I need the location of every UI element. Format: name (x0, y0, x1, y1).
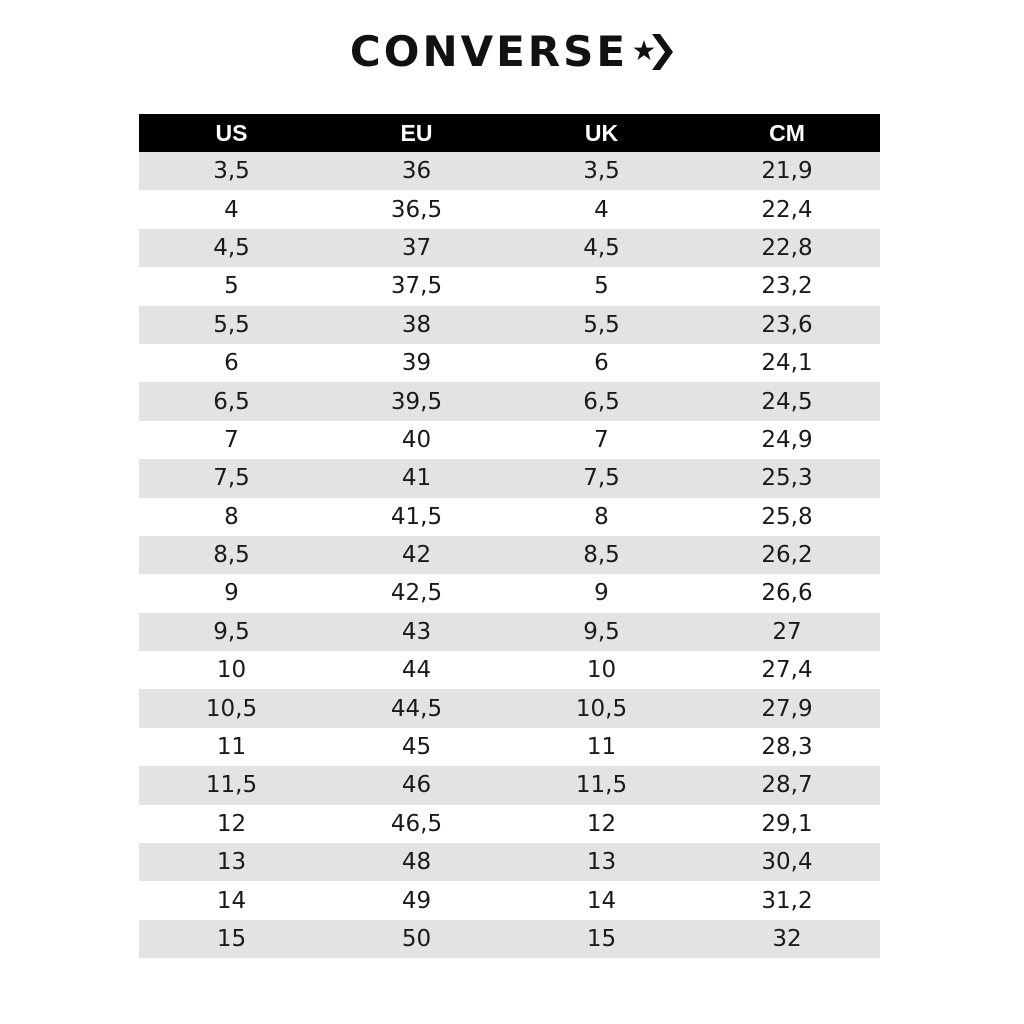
cell-cm: 27,4 (761, 657, 813, 684)
table-row (139, 843, 880, 881)
cell-eu: 42,5 (390, 580, 443, 607)
cell-uk: 6 (594, 350, 609, 377)
size-chart-body (139, 152, 880, 958)
cell-eu: 36 (324, 152, 509, 190)
cell-eu: 36,5 (390, 196, 443, 223)
cell-eu: 44 (401, 657, 432, 684)
table-row (139, 651, 880, 689)
cell-cm: 31,2 (761, 887, 813, 914)
cell-eu: 50 (324, 920, 509, 958)
cell-us: 11 (216, 734, 247, 761)
cell-uk: 4 (594, 196, 609, 223)
cell-uk: 5 (594, 273, 609, 300)
cell-uk: 8 (594, 503, 609, 530)
cell-us: 9 (224, 580, 239, 607)
cell-cm: 30,4 (694, 843, 880, 881)
cell-us: 7 (224, 426, 239, 453)
column-header-us: US (139, 114, 324, 152)
cell-cm: 24,9 (761, 426, 813, 453)
cell-uk: 4,5 (509, 229, 694, 267)
table-row (139, 805, 880, 843)
cell-cm: 25,8 (761, 503, 813, 530)
cell-uk: 10,5 (509, 689, 694, 727)
cell-eu: 39,5 (324, 382, 509, 420)
cell-us: 4 (224, 196, 239, 223)
cell-cm: 26,6 (761, 580, 813, 607)
cell-cm: 32 (694, 920, 880, 958)
column-header-eu: EU (324, 114, 509, 152)
cell-us: 10 (216, 657, 247, 684)
table-row (139, 613, 880, 651)
table-row (139, 344, 880, 382)
cell-eu: 48 (324, 843, 509, 881)
cell-us: 6 (224, 350, 239, 377)
size-chart-header (139, 114, 880, 152)
cell-uk: 9,5 (509, 613, 694, 651)
cell-uk: 12 (586, 810, 617, 837)
table-row (139, 766, 880, 804)
cell-cm: 24,1 (761, 350, 813, 377)
cell-uk: 6,5 (509, 382, 694, 420)
cell-uk: 14 (586, 887, 617, 914)
cell-eu: 49 (401, 887, 432, 914)
brand-wordmark: CONVERSE (349, 27, 629, 76)
cell-cm: 22,4 (761, 196, 813, 223)
cell-us: 5,5 (139, 306, 324, 344)
cell-uk: 11 (586, 734, 617, 761)
cell-cm: 23,6 (694, 306, 880, 344)
cell-eu: 43 (324, 613, 509, 651)
cell-cm: 25,3 (694, 459, 880, 497)
column-header-uk: UK (509, 114, 694, 152)
cell-eu: 38 (324, 306, 509, 344)
header-row (139, 114, 880, 152)
cell-us: 9,5 (139, 613, 324, 651)
cell-cm: 28,7 (694, 766, 880, 804)
table-row (139, 421, 880, 459)
cell-cm: 27,9 (694, 689, 880, 727)
table-row (139, 920, 880, 958)
size-chart-table (139, 114, 880, 958)
cell-eu: 45 (401, 734, 432, 761)
cell-uk: 10 (586, 657, 617, 684)
cell-us: 12 (216, 810, 247, 837)
table-row (139, 536, 880, 574)
cell-us: 8,5 (139, 536, 324, 574)
cell-us: 15 (139, 920, 324, 958)
cell-eu: 41 (324, 459, 509, 497)
cell-eu: 46,5 (390, 810, 443, 837)
table-row (139, 574, 880, 612)
cell-cm: 24,5 (694, 382, 880, 420)
cell-uk: 3,5 (509, 152, 694, 190)
cell-eu: 46 (324, 766, 509, 804)
cell-uk: 15 (509, 920, 694, 958)
table-row (139, 267, 880, 305)
cell-cm: 22,8 (694, 229, 880, 267)
cell-us: 11,5 (139, 766, 324, 804)
table-row (139, 498, 880, 536)
cell-us: 8 (224, 503, 239, 530)
cell-uk: 8,5 (509, 536, 694, 574)
table-row (139, 152, 880, 190)
cell-eu: 42 (324, 536, 509, 574)
cell-eu: 41,5 (390, 503, 443, 530)
cell-us: 5 (224, 273, 239, 300)
cell-us: 13 (139, 843, 324, 881)
brand-logo (0, 26, 1024, 78)
cell-us: 10,5 (139, 689, 324, 727)
cell-eu: 44,5 (324, 689, 509, 727)
star-chevron-icon (632, 32, 674, 72)
cell-us: 4,5 (139, 229, 324, 267)
cell-uk: 13 (509, 843, 694, 881)
table-row (139, 306, 880, 344)
cell-eu: 40 (401, 426, 432, 453)
table-row (139, 229, 880, 267)
table-row (139, 728, 880, 766)
cell-cm: 29,1 (761, 810, 813, 837)
cell-uk: 5,5 (509, 306, 694, 344)
cell-eu: 39 (401, 350, 432, 377)
column-header-cm: CM (694, 114, 880, 152)
cell-cm: 26,2 (694, 536, 880, 574)
cell-us: 14 (216, 887, 247, 914)
cell-us: 6,5 (139, 382, 324, 420)
cell-uk: 7,5 (509, 459, 694, 497)
table-row (139, 190, 880, 228)
cell-eu: 37,5 (390, 273, 443, 300)
cell-cm: 28,3 (761, 734, 813, 761)
cell-cm: 27 (694, 613, 880, 651)
cell-us: 3,5 (139, 152, 324, 190)
cell-uk: 7 (594, 426, 609, 453)
cell-cm: 21,9 (694, 152, 880, 190)
cell-uk: 9 (594, 580, 609, 607)
table-row (139, 382, 880, 420)
cell-eu: 37 (324, 229, 509, 267)
table-row (139, 689, 880, 727)
cell-cm: 23,2 (761, 273, 813, 300)
cell-us: 7,5 (139, 459, 324, 497)
table-row (139, 881, 880, 919)
cell-uk: 11,5 (509, 766, 694, 804)
table-row (139, 459, 880, 497)
